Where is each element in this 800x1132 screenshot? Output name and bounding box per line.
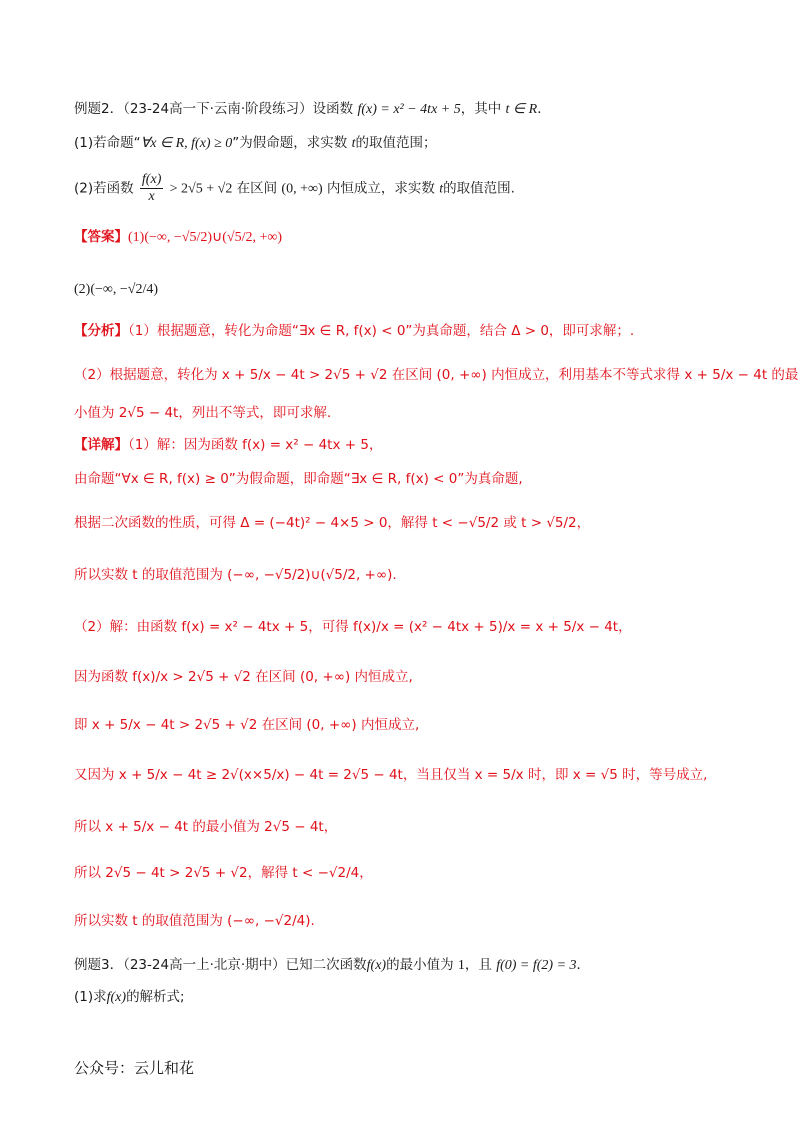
detail-l8: 又因为 x + 5/x − 4t ≥ 2√(x×5/x) − 4t = 2√5 − 4t，当且仅当 x = 5/x 时，即 x = √5 时，等号成立, xyxy=(74,767,708,783)
q3-pre: (1)求 xyxy=(74,989,107,1005)
q2-post: 内恒成立，求实数 xyxy=(326,180,435,197)
detail-5 xyxy=(74,618,632,636)
detail-1 xyxy=(74,436,382,454)
q3-post: 的解析式; xyxy=(126,989,185,1005)
q3-f: f(x) xyxy=(106,990,127,1005)
q1-post: ”为假命题，求实数 xyxy=(232,135,348,151)
detail-l6: 因为函数 f(x)/x > 2√5 + √2 在区间 (0, +∞) 内恒成立, xyxy=(74,669,413,685)
q1-end: 的取值范围； xyxy=(355,135,437,151)
answer-2-text: (2)(−∞, −√2/4) xyxy=(74,282,158,297)
detail-l2: 由命题“∀x ∈ R, f(x) ≥ 0”为假命题，即命题“∃x ∈ R, f(x) < 0”为真命题, xyxy=(74,471,523,487)
question-1 xyxy=(74,134,436,153)
detail-2 xyxy=(74,470,523,488)
ex3-end: ． xyxy=(576,957,591,973)
detail-l4: 所以实数 t 的取值范围为 (−∞, −√5/2)∪(√5/2, +∞). xyxy=(74,567,397,583)
ex3-f: f(x) xyxy=(366,958,387,973)
analysis-tag: 【分析】 xyxy=(74,323,128,339)
ex2-func: f(x) = x² − 4tx + 5 xyxy=(357,102,461,117)
ex3-mid: 的最小值为 xyxy=(386,957,454,973)
q2-ineq: > 2√5 + √2 xyxy=(169,181,233,197)
question-2 xyxy=(74,172,515,205)
detail-l7: 即 x + 5/x − 4t > 2√5 + √2 在区间 (0, +∞) 内恒成立, xyxy=(74,717,420,733)
answer-1 xyxy=(74,228,282,247)
detail-7 xyxy=(74,716,419,734)
q2-fraction xyxy=(140,172,163,205)
answer-tag: 【答案】 xyxy=(74,229,128,245)
detail-4 xyxy=(74,566,397,584)
footer-watermark: 公众号：云儿和花 xyxy=(74,1059,195,1077)
q2-end: 的取值范围. xyxy=(443,180,515,197)
detail-l5: （2）解：由函数 f(x) = x² − 4tx + 5，可得 f(x)/x = (x² − 4tx + 5)/x = x + 5/x − 4t， xyxy=(74,619,632,635)
detail-l3: 根据二次函数的性质，可得 Δ = (−4t)² − 4×5 > 0，解得 t < −√5/2 或 t > √5/2， xyxy=(74,515,591,531)
q2-interval: (0, +∞) xyxy=(281,181,323,197)
detail-10 xyxy=(74,864,373,882)
analysis-p1: （1）根据题意，转化为命题“∃x ∈ R, f(x) < 0”为真命题，结合 Δ > 0，即可求解；. xyxy=(128,323,635,339)
answer-2 xyxy=(74,280,158,299)
detail-l10: 所以 2√5 − 4t > 2√5 + √2，解得 t < −√2/4， xyxy=(74,865,373,881)
detail-8 xyxy=(74,766,707,784)
detail-l1: （1）解：因为函数 f(x) = x² − 4tx + 5， xyxy=(128,437,383,453)
ex2-cond: t ∈ R xyxy=(505,102,538,117)
q2-var: t xyxy=(439,181,444,197)
ex2-tail: ，其中 xyxy=(460,101,502,117)
analysis-2a xyxy=(74,366,798,384)
q2-den: x xyxy=(148,189,155,204)
example2-statement xyxy=(74,100,551,119)
answer-1-text: (1)(−∞, −√5/2)∪(√5/2, +∞) xyxy=(128,230,283,245)
detail-tag: 【详解】 xyxy=(74,437,128,453)
ex3-label: 例题3．（23-24高一上·北京·期中）已知二次函数 xyxy=(74,957,367,973)
detail-l11: 所以实数 t 的取值范围为 (−∞, −√2/4). xyxy=(74,913,315,929)
q1-prop: ∀x ∈ R, f(x) ≥ 0 xyxy=(140,136,233,151)
detail-9 xyxy=(74,818,337,836)
detail-3 xyxy=(74,514,590,532)
ex3-cond: f(0) = f(2) = 3 xyxy=(496,958,577,973)
analysis-p2b: 小值为 2√5 − 4t，列出不等式，即可求解. xyxy=(74,405,332,421)
example3-statement xyxy=(74,956,590,975)
q2-num: f(x) xyxy=(141,172,162,187)
ex3-min: 1 xyxy=(457,958,465,973)
detail-11 xyxy=(74,912,315,930)
ex2-end: ． xyxy=(537,101,551,117)
analysis-1 xyxy=(74,322,634,340)
ex3-cond-pre: ，且 xyxy=(464,957,492,973)
analysis-p2a: （2）根据题意，转化为 x + 5/x − 4t > 2√5 + √2 在区间 (0, +∞) 内恒成立，利用基本不等式求得 x + 5/x − 4t 的最 xyxy=(74,367,799,383)
question-3 xyxy=(74,988,185,1007)
q1-var: t xyxy=(351,136,356,151)
detail-6 xyxy=(74,668,413,686)
q2-mid: 在区间 xyxy=(236,180,278,197)
detail-l9: 所以 x + 5/x − 4t 的最小值为 2√5 − 4t， xyxy=(74,819,338,835)
q2-pre: (2)若函数 xyxy=(74,180,134,197)
q1-pre: (1)若命题“ xyxy=(74,135,141,151)
analysis-2b xyxy=(74,404,331,422)
ex2-label: 例题2．（23-24高一下·云南·阶段练习）设函数 xyxy=(74,101,354,117)
